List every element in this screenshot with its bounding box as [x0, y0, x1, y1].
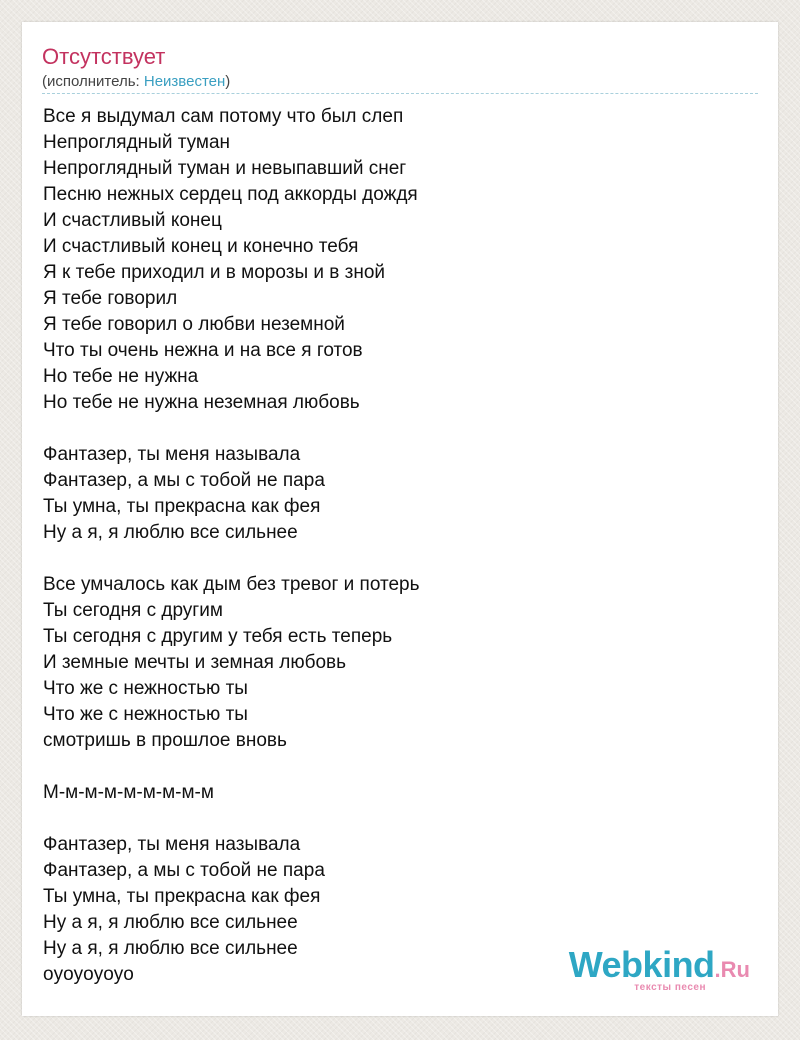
lyric-line: Ты сегодня с другим: [43, 600, 223, 621]
stanza-break: [43, 754, 743, 780]
lyric-line: Фантазер, а мы с тобой не пара: [43, 860, 325, 881]
lyric-line: Ну а я, я люблю все сильнее: [43, 522, 298, 543]
artist-line: [42, 73, 230, 91]
lyric-line: смотришь в прошлое вновь: [43, 730, 287, 751]
lyric-line: Все я выдумал сам потому что был слеп: [43, 106, 404, 127]
lyric-line: Все умчалось как дым без тревог и потерь: [43, 574, 420, 595]
lyric-line: Фантазер, ты меня называла: [43, 834, 301, 855]
title-divider: [42, 93, 758, 94]
lyric-line: Я к тебе приходил и в морозы и в зной: [43, 262, 386, 283]
lyric-line: И счастливый конец: [43, 210, 222, 231]
lyric-line: Ну а я, я люблю все сильнее: [43, 912, 298, 933]
stanza-break: [43, 546, 743, 572]
lyric-line: Песню нежных сердец под аккорды дождя: [43, 184, 418, 205]
artist-prefix: (исполнитель:: [42, 73, 144, 90]
lyric-line: Фантазер, а мы с тобой не пара: [43, 470, 325, 491]
stanza-break: [43, 416, 743, 442]
lyric-line: Ты умна, ты прекрасна как фея: [43, 496, 321, 517]
song-title: Отсутствует: [42, 44, 166, 69]
lyric-line: Что ты очень нежна и на все я готов: [43, 340, 363, 361]
lyric-line: Ты сегодня с другим у тебя есть теперь: [43, 626, 393, 647]
lyric-line: Что же с нежностью ты: [43, 704, 248, 725]
lyric-line: Я тебе говорил: [43, 288, 178, 309]
lyric-line: oyoyoyoyo: [43, 964, 134, 985]
stanza-break: [43, 806, 743, 832]
lyric-line: Я тебе говорил о любви неземной: [43, 314, 345, 335]
lyric-line: Что же с нежностью ты: [43, 678, 248, 699]
lyric-line: Но тебе не нужна: [43, 366, 199, 387]
lyric-line: И земные мечты и земная любовь: [43, 652, 347, 673]
lyrics-text: [43, 104, 743, 988]
brand-logo[interactable]: [550, 946, 750, 996]
artist-suffix: ): [225, 73, 231, 90]
lyric-line: Непроглядный туман и невыпавший снег: [43, 158, 407, 179]
brand-tld: .Ru: [714, 957, 750, 982]
lyric-line: Ты умна, ты прекрасна как фея: [43, 886, 321, 907]
lyric-line: И счастливый конец и конечно тебя: [43, 236, 359, 257]
lyric-line: Но тебе не нужна неземная любовь: [43, 392, 360, 413]
lyric-line: Непроглядный туман: [43, 132, 231, 153]
brand-name: Webkind: [568, 944, 715, 985]
lyric-line: Ну а я, я люблю все сильнее: [43, 938, 298, 959]
lyric-line: Фантазер, ты меня называла: [43, 444, 301, 465]
artist-link[interactable]: Неизвестен: [143, 73, 226, 90]
lyric-line: М-м-м-м-м-м-м-м-м: [43, 782, 214, 803]
lyrics-card: [22, 22, 778, 1016]
brand-tagline: тексты песен: [634, 982, 706, 993]
